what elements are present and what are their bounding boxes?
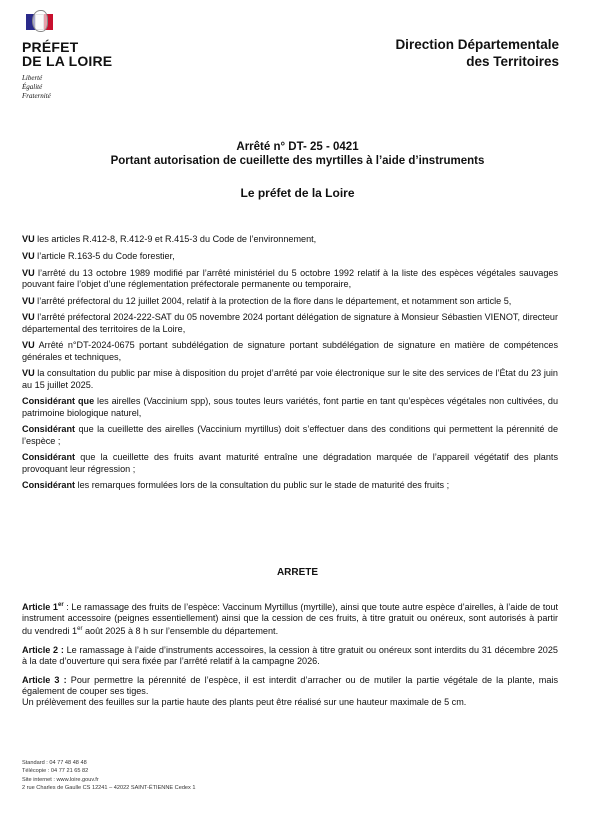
visa-text: l’arrêté préfectoral du 12 juillet 2004, relatif à la protection de la flore dans le département, et notamment son article 5,	[34, 295, 512, 306]
visa-lead: VU	[22, 295, 35, 306]
considerant-text: que la cueillette des airelles (Vaccinium myrtillus) doit s’effectuer dans des conditions qui permettent la pérennité de l’espèce ;	[22, 424, 558, 446]
considerant-lead: Considérant	[22, 452, 76, 463]
article-1	[22, 600, 558, 638]
visa-text: l’arrêté préfectoral 2024-222-SAT du 05 novembre 2024 portant délégation de signature à Monsieur Sébastien VIENOT, directeur départemental des territoires de la Loire,	[22, 312, 558, 334]
visa-text: les articles R.412-8, R.412-9 et R.415-3 du Code de l’environnement,	[34, 234, 317, 244]
visa-lead: VU	[22, 250, 35, 261]
motto-egalite: Égalité	[22, 83, 43, 91]
decree-title	[40, 140, 555, 168]
visa-paragraph	[22, 251, 558, 262]
visa-text: l’article R.163-5 du Code forestier,	[34, 250, 175, 261]
considerant-paragraph	[22, 480, 558, 491]
considerant-paragraph	[22, 396, 558, 418]
contact-footer	[22, 759, 322, 793]
decree-authority: Le préfet de la Loire	[240, 186, 355, 200]
org-name	[22, 40, 132, 68]
article-3	[22, 675, 558, 709]
prefecture-logo	[22, 8, 132, 101]
article-label: Article 2 :	[22, 645, 64, 656]
footer-phone: Standard : 04 77 48 48 48	[22, 760, 87, 766]
motto-fraternite: Fraternité	[22, 92, 51, 100]
visa-text: la consultation du public par mise à disposition du projet d’arrêté par voie électronique sur le site des services de l’État du 23 juin au 15 juillet 2025.	[22, 368, 558, 390]
article-sup: er	[77, 626, 83, 633]
issuing-direction	[329, 36, 559, 70]
visa-lead: VU	[22, 312, 35, 323]
considerant-text: que la cueillette des fruits avant maturité entraîne une dégradation marquée de l’appareil végétatif des plants provoquant leur régression ;	[22, 452, 558, 474]
direction-line2: des Territoires	[466, 54, 559, 69]
visa-text: Arrêté n°DT-2024-0675 portant subdélégation de signature portant subdélégation de signature en matière de compétences générales et techniques,	[22, 340, 558, 362]
considerant-lead: Considérant	[22, 424, 76, 435]
article-text-end: août 2025 à 8 h sur l’ensemble du département.	[82, 626, 279, 637]
article-label: Article 1er	[22, 602, 64, 613]
arrete-heading: ARRETE	[276, 567, 319, 578]
motto-liberte: Liberté	[22, 74, 43, 82]
visa-text: l’arrêté du 13 octobre 1989 modifié par l’arrêté ministériel du 5 octobre 1992 relatif à la liste des espèces végétales sauvages pouvant faire l’objet d’une réglementation préfectorale permanente ou temporaire,	[22, 267, 558, 289]
footer-website: Site internet : www.loire.gouv.fr	[22, 776, 99, 783]
republic-motto	[22, 74, 132, 101]
considerant-lead: Considérant	[22, 480, 76, 491]
article-text-extra: Un prélèvement des feuilles sur la partie haute des plants peut être réalisé sur une hauteur maximale de 5 cm.	[22, 697, 467, 708]
article-text: : Le ramassage des fruits de l’espèce: Vaccinum Myrtillus (myrtille), ainsi que toute autre espèce d’airelles, à l’aide de tout instrument accessoire (peignes essentiellement) ainsi que la cession de ces fruits, à titre gratuit ou onéreux, sont autorisés à partir du vendredi 1	[22, 602, 558, 637]
visa-paragraph	[22, 312, 558, 334]
considerant-text: les airelles (Vaccinium spp), sous toutes leurs variétés, font partie en tant qu’espèces végétales non cultivées, du patrimoine biologique naturel,	[22, 396, 558, 418]
org-line2: DE LA LOIRE	[22, 53, 113, 69]
considerant-text: les remarques formulées lors de la consultation du public sur le stade de maturité des fruits ;	[75, 480, 450, 491]
footer-fax: Télécopie : 04 77 21 65 82	[22, 768, 89, 775]
visa-paragraph	[22, 234, 558, 245]
article-2	[22, 645, 558, 667]
articles	[22, 600, 558, 709]
article-label: Article 3 :	[22, 675, 67, 686]
preamble	[22, 234, 558, 497]
visa-paragraph	[22, 296, 558, 307]
decree-number: Arrêté n° DT- 25 - 0421	[236, 141, 359, 153]
visa-paragraph	[22, 268, 558, 290]
org-line1: PRÉFET	[22, 39, 79, 55]
visa-lead: VU	[22, 267, 35, 278]
visa-lead: VU	[22, 368, 35, 379]
visa-paragraph	[22, 340, 558, 362]
visa-paragraph	[22, 368, 558, 390]
marianne-flag-icon	[26, 8, 52, 34]
direction-line1: Direction Départementale	[395, 37, 559, 52]
article-text: Le ramassage à l’aide d’instruments accessoires, la cession à titre gratuit ou onéreux sont interdits du 31 décembre 2025 à la date d’ouverture qui sera fixée par l’arrêté relatif à la campagne 2026.	[22, 645, 558, 667]
considerant-paragraph	[22, 424, 558, 446]
visa-lead: VU	[22, 234, 35, 244]
article-text: Pour permettre la pérennité de l’espèce, il est interdit d’arracher ou de mutiler la partie végétale de la plante, mais également de couper ses tiges.	[22, 675, 558, 697]
considerant-paragraph	[22, 452, 558, 474]
footer-address: 2 rue Charles de Gaulle CS 12241 – 42022 SAINT-ÉTIENNE Cedex 1	[22, 785, 196, 792]
decree-subject: Portant autorisation de cueillette des myrtilles à l’aide d’instruments	[110, 155, 485, 167]
visa-lead: VU	[22, 340, 35, 351]
considerant-lead: Considérant que	[22, 396, 95, 407]
